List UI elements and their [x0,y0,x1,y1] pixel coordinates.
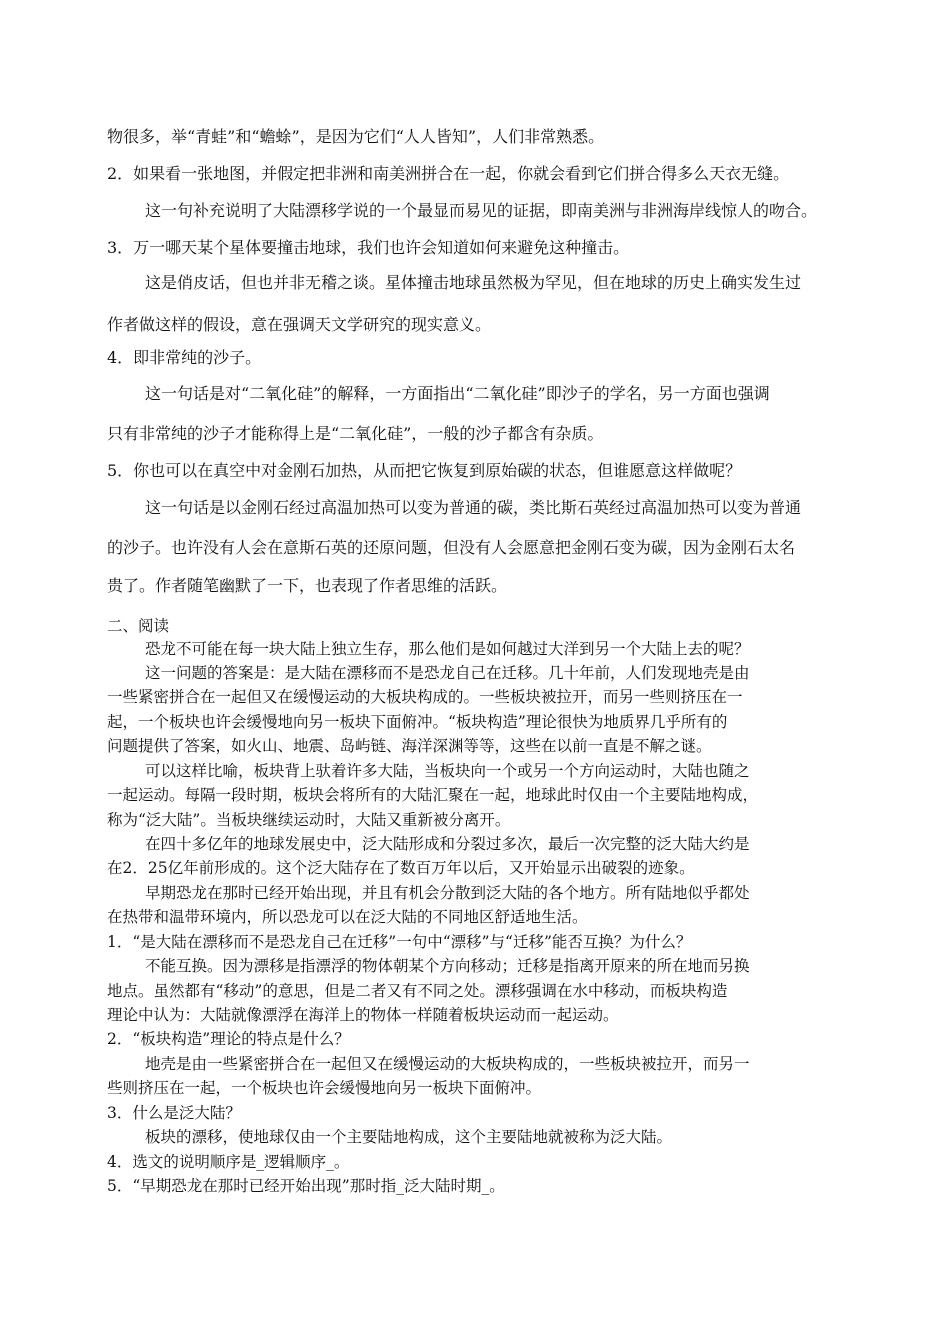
question-2: 2．如果看一张地图，并假定把非洲和南美洲拼合在一起，你就会看到它们拼合得多么天衣无缝。 [107,164,790,183]
answer-1-line-2: 地点。虽然都有“移动”的意思，但是二者又有不同之处。漂移强调在水中移动，而板块构造 [107,982,728,1000]
question-5: 5．“早期恐龙在那时已经开始出现”那时指_泛大陆时期_。 [107,1177,505,1195]
passage-line: 早期恐龙在那时已经开始出现，并且有机会分散到泛大陆的各个地方。所有陆地似乎都处 [145,884,750,902]
answer-4-line-2: 只有非常纯的沙子才能称得上是“二氧化硅”，一般的沙子都含有杂质。 [107,424,604,443]
question-2: 2．“板块构造”理论的特点是什么？ [107,1030,350,1048]
answer-2: 这一句补充说明了大陆漂移学说的一个最显而易见的证据，即南美洲与非洲海岸线惊人的吻合。 [145,201,818,220]
answer-5-line-1: 这一句话是以金刚石经过高温加热可以变为普通的碳，类比斯石英经过高温加热可以变为普通 [145,498,802,517]
question-4: 4．选文的说明顺序是_逻辑顺序_。 [107,1153,350,1171]
answer-1-line-1: 不能互换。因为漂移是指漂浮的物体朝某个方向移动；迁移是指离开原来的所在地而另换 [145,957,750,975]
answer-3: 板块的漂移，使地球仅由一个主要陆地构成，这个主要陆地就被称为泛大陆。 [145,1128,673,1146]
passage-line: 问题提供了答案，如火山、地震、岛屿链、海洋深渊等等，这些在以前一直是不解之谜。 [107,737,712,755]
answer-5-line-2: 的沙子。也许没有人会在意斯石英的还原问题，但没有人会愿意把金刚石变为碳，因为金刚石太名 [107,538,796,557]
passage-line: 在热带和温带环境内，所以恐龙可以在泛大陆的不同地区舒适地生活。 [107,908,588,926]
answer-2-line-2: 些则挤压在一起，一个板块也许会缓慢地向另一板块下面俯冲。 [107,1079,542,1097]
passage-line: 这一问题的答案是：是大陆在漂移而不是恐龙自己在迁移。几十年前，人们发现地壳是由 [145,664,750,682]
question-5: 5．你也可以在真空中对金刚石加热，从而把它恢复到原始碳的状态，但谁愿意这样做呢？ [107,461,742,480]
passage-line: 起，一个板块也许会缓慢地向另一板块下面俯冲。“板块构造”理论很快为地质界几乎所有的 [107,713,728,731]
passage-line: 在四十多亿年的地球发展史中，泛大陆形成和分裂过多次，最后一次完整的泛大陆大约是 [145,835,750,853]
passage-line: 在2．25亿年前形成的。这个泛大陆存在了数百万年以后，又开始显示出破裂的迹象。 [107,859,695,877]
question-4: 4．即非常纯的沙子。 [107,348,262,367]
answer-3-line-1: 这是俏皮话，但也并非无稽之谈。星体撞击地球虽然极为罕见，但在地球的历史上确实发生过 [145,273,802,292]
answer-2-line-1: 地壳是由一些紧密拼合在一起但又在缓慢运动的大板块构成的，一些板块被拉开，而另一 [145,1055,750,1073]
question-3: 3．什么是泛大陆？ [107,1104,241,1122]
answer-4-line-1: 这一句话是对“二氧化硅”的解释，一方面指出“二氧化硅”即沙子的学名，另一方面也强调 [145,384,770,403]
question-1: 1．“是大陆在漂移而不是恐龙自己在迁移”一句中“漂移”与“迁移”能否互换？为什么？ [107,933,692,951]
passage-line: 一些紧密拼合在一起但又在缓慢运动的大板块构成的。一些板块被拉开，而另一些则挤压在一 [107,688,743,706]
answer-1-line-3: 理论中认为：大陆就像漂浮在海洋上的物体一样随着板块运动而一起运动。 [107,1006,619,1024]
passage-line: 一起运动。每隔一段时期，板块会将所有的大陆汇聚在一起，地球此时仅由一个主要陆地构成， [107,786,759,804]
answer-5-line-3: 贵了。作者随笔幽默了一下，也表现了作者思维的活跃。 [107,576,508,595]
passage-line: 可以这样比喻，板块背上驮着许多大陆，当板块向一个或另一个方向运动时，大陆也随之 [145,762,750,780]
section-heading: 二、阅读 [107,617,170,635]
passage-line: 称为“泛大陆”。当板块继续运动时，大陆又重新被分离开。 [107,811,511,829]
answer-3-line-2: 作者做这样的假设，意在强调天文学研究的现实意义。 [107,315,492,334]
passage-line: 恐龙不可能在每一块大陆上独立生存，那么他们是如何越过大洋到另一个大陆上去的呢？ [145,640,750,658]
question-3: 3．万一哪天某个星体要撞击地球，我们也许会知道如何来避免这种撞击。 [107,238,630,257]
answer-line: 物很多，举“青蛙”和“蟾蜍”，是因为它们“人人皆知”，人们非常熟悉。 [107,127,605,146]
